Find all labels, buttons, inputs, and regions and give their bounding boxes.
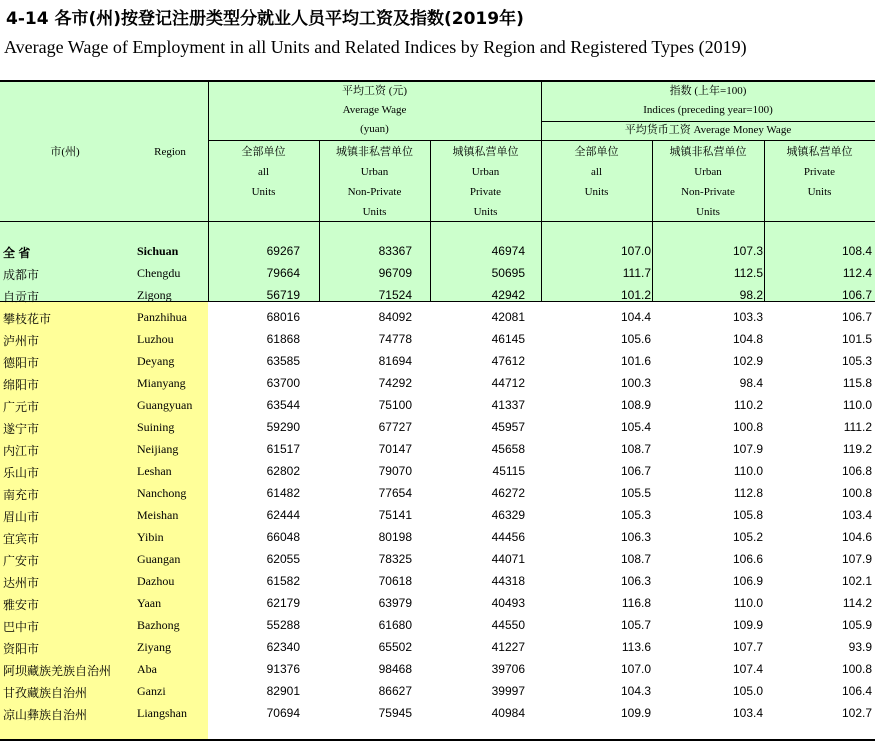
table-row: [0, 636, 875, 658]
region-name-cn: 德阳市: [3, 356, 40, 370]
region-name-cn: 资阳市: [3, 642, 40, 656]
region-name-cn: 南充市: [3, 488, 40, 502]
table-row: [0, 460, 875, 482]
value-cell: 63544: [266, 398, 300, 412]
page-title-en: Average Wage of Employment in all Units and Related Indices by Region and Registered Types (2019): [4, 37, 747, 57]
value-cell: 105.5: [620, 486, 651, 500]
region-name-cn: 广元市: [3, 400, 40, 414]
value-cell: 70618: [378, 574, 412, 588]
value-cell: 108.7: [620, 442, 651, 456]
value-cell: 112.8: [733, 486, 763, 500]
value-cell: 98.4: [739, 376, 763, 390]
region-name-en: Chengdu: [137, 266, 181, 280]
region-name-en: Zigong: [137, 288, 172, 302]
value-cell: 41227: [491, 640, 525, 654]
value-cell: 77654: [378, 486, 412, 500]
value-cell: 110.0: [733, 596, 763, 610]
value-cell: 75100: [378, 398, 412, 412]
value-cell: 102.7: [841, 706, 872, 720]
value-cell: 107.0: [620, 244, 651, 258]
value-cell: 104.3: [620, 684, 651, 698]
value-cell: 111.7: [622, 266, 651, 280]
region-name-cn: 广安市: [3, 554, 40, 568]
value-cell: 101.2: [620, 288, 651, 302]
table-row: [0, 702, 875, 724]
table-row: [0, 240, 875, 262]
header-col-non-private: 城镇非私营单位 Urban Non-Private Units: [336, 146, 413, 218]
page-title-cn: 4-14 各市(州)按登记注册类型分就业人员平均工资及指数(2019年): [6, 9, 524, 29]
region-name-en: Suining: [137, 420, 175, 434]
value-cell: 71524: [378, 288, 412, 302]
value-cell: 86627: [378, 684, 412, 698]
value-cell: 74292: [378, 376, 412, 390]
value-cell: 75141: [378, 508, 412, 522]
value-cell: 103.4: [841, 508, 872, 522]
value-cell: 110.0: [733, 464, 763, 478]
value-cell: 100.8: [732, 420, 763, 434]
value-cell: 112.5: [733, 266, 763, 280]
region-name-cn: 全 省: [3, 246, 31, 260]
value-cell: 100.3: [620, 376, 651, 390]
table-row: [0, 416, 875, 438]
value-cell: 69267: [266, 244, 300, 258]
table-row: [0, 526, 875, 548]
value-cell: 105.4: [620, 420, 651, 434]
value-cell: 106.9: [732, 574, 763, 588]
value-cell: 106.7: [620, 464, 651, 478]
region-name-cn: 甘孜藏族自治州: [3, 686, 88, 700]
value-cell: 104.8: [732, 332, 763, 346]
value-cell: 105.6: [620, 332, 651, 346]
table-bottom-rule: [0, 739, 875, 741]
header-region-en: Region: [154, 146, 186, 158]
header-col-index-all: 全部单位 all Units: [574, 146, 619, 198]
table-row: [0, 350, 875, 372]
region-name-en: Ziyang: [137, 640, 171, 654]
value-cell: 107.9: [841, 552, 872, 566]
value-cell: 80198: [378, 530, 412, 544]
region-name-cn: 巴中市: [3, 620, 40, 634]
table-row: [0, 328, 875, 350]
region-name-en: Neijiang: [137, 442, 179, 456]
value-cell: 66048: [266, 530, 300, 544]
table-row: [0, 680, 875, 702]
region-name-cn: 内江市: [3, 444, 40, 458]
value-cell: 96709: [378, 266, 412, 280]
region-name-en: Deyang: [137, 354, 175, 368]
header-indices: 指数 (上年=100) Indices (preceding year=100): [643, 85, 773, 116]
value-cell: 104.4: [620, 310, 651, 324]
table-row: [0, 394, 875, 416]
region-name-cn: 眉山市: [3, 510, 40, 524]
region-name-cn: 绵阳市: [3, 378, 40, 392]
value-cell: 102.1: [841, 574, 872, 588]
value-cell: 105.3: [841, 354, 872, 368]
value-cell: 61680: [378, 618, 412, 632]
value-cell: 103.4: [732, 706, 763, 720]
region-name-cn: 达州市: [3, 576, 40, 590]
wage-table: [0, 80, 875, 742]
value-cell: 56719: [266, 288, 300, 302]
value-cell: 82901: [266, 684, 300, 698]
value-cell: 105.9: [841, 618, 872, 632]
value-cell: 109.9: [620, 706, 651, 720]
value-cell: 45115: [492, 464, 525, 478]
region-name-cn: 攀枝花市: [3, 312, 52, 326]
value-cell: 106.7: [841, 310, 872, 324]
value-cell: 104.6: [841, 530, 872, 544]
region-name-en: Aba: [137, 662, 157, 676]
table-row: [0, 614, 875, 636]
header-col-all-units: 全部单位 all Units: [241, 146, 286, 198]
value-cell: 107.4: [732, 662, 763, 676]
table-row: [0, 658, 875, 680]
value-cell: 98.2: [739, 288, 763, 302]
value-cell: 59290: [266, 420, 300, 434]
value-cell: 74778: [378, 332, 412, 346]
value-cell: 46329: [491, 508, 525, 522]
region-name-cn: 自贡市: [3, 290, 40, 304]
header-region-cn: 市(州): [50, 146, 80, 158]
value-cell: 39997: [491, 684, 525, 698]
value-cell: 40984: [491, 706, 525, 720]
value-cell: 44456: [491, 530, 525, 544]
value-cell: 39706: [491, 662, 525, 676]
value-cell: 113.6: [621, 640, 651, 654]
value-cell: 107.0: [620, 662, 651, 676]
value-cell: 106.8: [841, 464, 872, 478]
value-cell: 102.9: [732, 354, 763, 368]
value-cell: 106.3: [620, 530, 651, 544]
region-name-en: Ganzi: [137, 684, 166, 698]
value-cell: 98468: [378, 662, 412, 676]
region-name-en: Meishan: [137, 508, 179, 522]
value-cell: 105.8: [732, 508, 763, 522]
table-row: [0, 592, 875, 614]
region-name-en: Bazhong: [137, 618, 180, 632]
region-name-cn: 乐山市: [3, 466, 40, 480]
header-avg-wage: 平均工资 (元) Average Wage (yuan): [341, 85, 408, 135]
value-cell: 105.0: [732, 684, 763, 698]
value-cell: 107.3: [732, 244, 763, 258]
value-cell: 67727: [378, 420, 412, 434]
region-name-cn: 宜宾市: [3, 532, 40, 546]
value-cell: 41337: [491, 398, 525, 412]
region-name-en: Leshan: [137, 464, 172, 478]
value-cell: 108.9: [620, 398, 651, 412]
value-cell: 105.2: [732, 530, 763, 544]
header-col-private: 城镇私营单位 Urban Private Units: [452, 146, 519, 218]
value-cell: 119.2: [842, 442, 872, 456]
region-name-en: Liangshan: [137, 706, 187, 720]
value-cell: 44550: [491, 618, 525, 632]
value-cell: 44071: [491, 552, 525, 566]
value-cell: 55288: [266, 618, 300, 632]
value-cell: 108.4: [841, 244, 872, 258]
table-row: [0, 438, 875, 460]
value-cell: 107.9: [732, 442, 763, 456]
value-cell: 61482: [266, 486, 300, 500]
value-cell: 68016: [266, 310, 300, 324]
table-row: [0, 262, 875, 284]
header-col-index-non-private: 城镇非私营单位 Urban Non-Private Units: [669, 146, 747, 218]
value-cell: 101.6: [620, 354, 651, 368]
value-cell: 106.6: [732, 552, 763, 566]
value-cell: 100.8: [841, 662, 872, 676]
value-cell: 44318: [491, 574, 525, 588]
region-name-cn: 泸州市: [3, 334, 40, 348]
value-cell: 112.4: [842, 266, 872, 280]
value-cell: 46974: [491, 244, 525, 258]
region-name-cn: 遂宁市: [3, 422, 40, 436]
value-cell: 61582: [266, 574, 300, 588]
value-cell: 65502: [378, 640, 412, 654]
region-name-en: Yaan: [137, 596, 162, 610]
value-cell: 106.3: [620, 574, 651, 588]
value-cell: 63979: [378, 596, 412, 610]
value-cell: 115.8: [842, 376, 872, 390]
value-cell: 62179: [266, 596, 300, 610]
value-cell: 46145: [491, 332, 525, 346]
value-cell: 42942: [491, 288, 525, 302]
table-row: [0, 548, 875, 570]
value-cell: 62802: [266, 464, 300, 478]
value-cell: 47612: [491, 354, 525, 368]
header-col-index-private: 城镇私营单位 Private Units: [786, 146, 853, 198]
value-cell: 103.3: [732, 310, 763, 324]
value-cell: 109.9: [732, 618, 763, 632]
value-cell: 78325: [378, 552, 412, 566]
region-name-cn: 凉山彝族自治州: [3, 708, 88, 722]
header-money-wage: 平均货币工资 Average Money Wage: [624, 124, 792, 136]
table-row: [0, 482, 875, 504]
region-name-en: Luzhou: [137, 332, 174, 346]
value-cell: 107.7: [732, 640, 763, 654]
value-cell: 50695: [491, 266, 525, 280]
value-cell: 91376: [266, 662, 300, 676]
table-row: [0, 284, 875, 306]
region-name-en: Guangan: [137, 552, 181, 566]
value-cell: 45957: [491, 420, 525, 434]
value-cell: 79664: [266, 266, 300, 280]
value-cell: 75945: [378, 706, 412, 720]
table-row: [0, 306, 875, 328]
region-name-cn: 阿坝藏族羌族自治州: [3, 664, 112, 678]
value-cell: 83367: [378, 244, 412, 258]
value-cell: 81694: [378, 354, 412, 368]
value-cell: 40493: [491, 596, 525, 610]
region-name-en: Nanchong: [137, 486, 187, 500]
table-row: [0, 570, 875, 592]
value-cell: 61868: [266, 332, 300, 346]
region-name-en: Mianyang: [137, 376, 186, 390]
value-cell: 45658: [491, 442, 525, 456]
value-cell: 63585: [266, 354, 300, 368]
region-name-en: Dazhou: [137, 574, 175, 588]
value-cell: 108.7: [620, 552, 651, 566]
value-cell: 46272: [491, 486, 525, 500]
value-cell: 100.8: [841, 486, 872, 500]
value-cell: 105.7: [620, 618, 651, 632]
value-cell: 42081: [491, 310, 525, 324]
value-cell: 101.5: [841, 332, 872, 346]
value-cell: 111.2: [843, 420, 872, 434]
region-name-en: Panzhihua: [137, 310, 187, 324]
value-cell: 93.9: [848, 640, 872, 654]
value-cell: 106.4: [841, 684, 872, 698]
value-cell: 44712: [491, 376, 525, 390]
value-cell: 70694: [266, 706, 300, 720]
value-cell: 70147: [378, 442, 412, 456]
value-cell: 79070: [378, 464, 412, 478]
region-name-en: Guangyuan: [137, 398, 193, 412]
value-cell: 110.2: [733, 398, 763, 412]
value-cell: 62340: [266, 640, 300, 654]
region-name-cn: 雅安市: [3, 598, 40, 612]
region-name-en: Sichuan: [137, 244, 179, 258]
value-cell: 84092: [378, 310, 412, 324]
value-cell: 61517: [266, 442, 300, 456]
value-cell: 105.3: [620, 508, 651, 522]
table-row: [0, 504, 875, 526]
value-cell: 106.7: [841, 288, 872, 302]
value-cell: 114.2: [842, 596, 872, 610]
value-cell: 63700: [266, 376, 300, 390]
value-cell: 116.8: [621, 596, 651, 610]
region-name-cn: 成都市: [3, 268, 40, 282]
value-cell: 62444: [266, 508, 300, 522]
value-cell: 62055: [266, 552, 300, 566]
region-name-en: Yibin: [137, 530, 164, 544]
value-cell: 110.0: [842, 398, 872, 412]
table-row: [0, 372, 875, 394]
